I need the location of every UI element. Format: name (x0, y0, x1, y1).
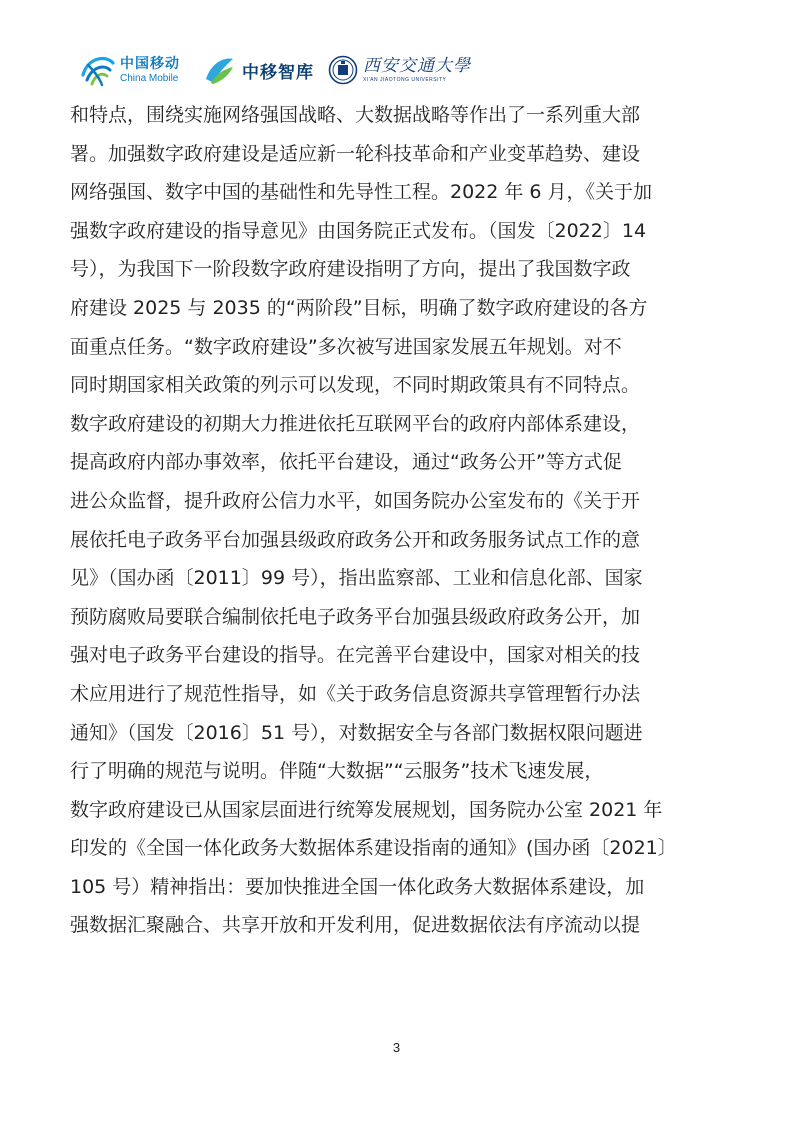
text-line: 府建设 2025 与 2035 的“两阶段”目标，明确了数字政府建设的各方 (70, 296, 648, 319)
xjtu-name: 西安交通大學 (363, 55, 471, 76)
text-line: 面重点任务。“数字政府建设”多次被写进国家发展五年规划。对不 (70, 335, 622, 358)
page-number: 3 (392, 1040, 401, 1055)
text-line: 同时期国家相关政策的列示可以发现，不同时期政策具有不同特点。 (70, 374, 641, 397)
text-line: 和特点，围绕实施网络强国战略、大数据战略等作出了一系列重大部 (70, 104, 641, 126)
page-header (80, 48, 471, 92)
xjtu-logo (328, 55, 471, 85)
text-line: 通知》（国发〔2016〕51 号），对数据安全与各部门数据权限问题进 (70, 721, 643, 744)
text-line: 数字政府建设已从国家层面进行统筹发展规划，国务院办公室 2021 年 (70, 798, 663, 821)
text-line: 预防腐败局要联合编制依托电子政务平台加强县级政府政务公开，加 (70, 605, 641, 628)
xjtu-seal-icon (328, 55, 358, 85)
zhongyi-zhiku-logo (202, 53, 314, 87)
china-mobile-logo (80, 53, 180, 87)
text-line: 印发的《全国一体化政务大数据体系建设指南的通知》(国办函〔2021〕 (70, 837, 677, 860)
text-line: 号），为我国下一阶段数字政府建设指明了方向，提出了我国数字政 (70, 258, 631, 281)
china-mobile-logo-icon (80, 53, 116, 87)
text-line: 强对电子政务平台建设的指导。在完善平台建设中，国家对相关的技 (70, 644, 641, 667)
text-line: 行了明确的规范与说明。伴随“大数据”“云服务”技术飞速发展， (70, 760, 604, 783)
text-line: 术应用进行了规范性指导，如《关于政务信息资源共享管理暂行办法 (70, 682, 641, 705)
text-line: 强数据汇聚融合、共享开放和开发利用，促进数据依法有序流动以提 (70, 914, 641, 937)
china-mobile-english-name: China Mobile (120, 72, 179, 84)
text-line: 数字政府建设的初期大力推进依托互联网平台的政府内部体系建设， (70, 412, 641, 435)
text-line: 进公众监督，提升政府公信力水平，如国务院办公室发布的《关于开 (70, 489, 641, 512)
text-line: 展依托电子政务平台加强县级政府政务公开和政务服务试点工作的意 (70, 528, 641, 551)
text-line: 网络强国、数字中国的基础性和先导性工程。2022 年 6 月，《关于加 (70, 181, 653, 204)
text-line: 105 号）精神指出：要加快推进全国一体化政务大数据体系建设，加 (70, 875, 645, 898)
xjtu-english-name: XI'AN JIAOTONG UNIVERSITY (363, 76, 447, 83)
text-line: 提高政府内部办事效率，依托平台建设，通过“政务公开”等方式促 (70, 451, 622, 474)
text-line: 见》（国办函〔2011〕99 号），指出监察部、工业和信息化部、国家 (70, 567, 643, 590)
zhongyi-zhiku-logo-icon (202, 53, 236, 87)
text-line: 强数字政府建设的指导意见》由国务院正式发布。（国发〔2022〕14 (70, 219, 647, 242)
china-mobile-name: 中国移动 (120, 55, 180, 72)
body-paragraph (70, 96, 730, 945)
zhongyi-zhiku-name: 中移智库 (242, 62, 314, 83)
text-line: 署。加强数字政府建设是适应新一轮科技革命和产业变革趋势、建设 (70, 142, 641, 165)
